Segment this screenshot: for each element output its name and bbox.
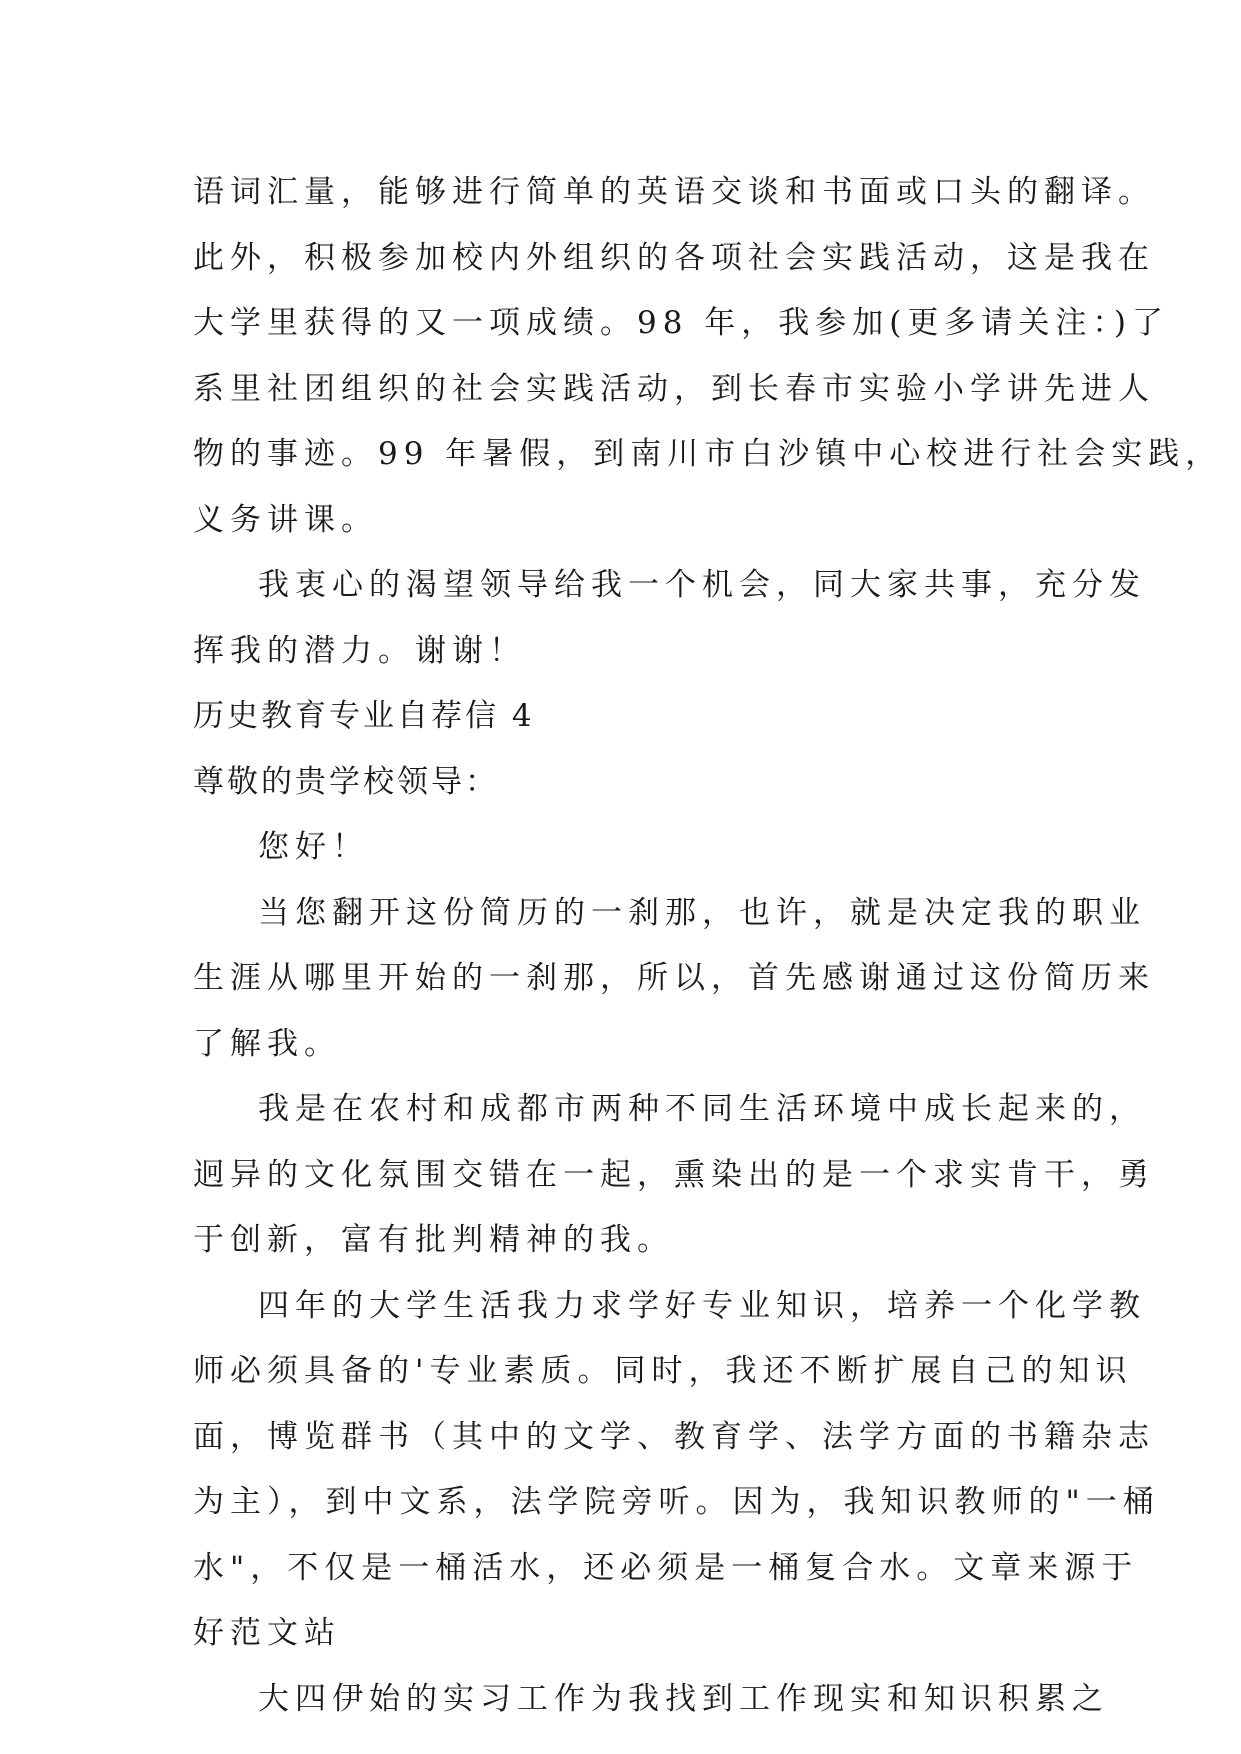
paragraph-line: 系里社团组织的社会实践活动，到长春市实验小学讲先进人 [193, 370, 1155, 407]
paragraph-line: 了解我。 [193, 1025, 341, 1062]
paragraph-line: 当您翻开这份简历的一刹那，也许，就是决定我的职业 [258, 894, 1146, 931]
salutation: 尊敬的贵学校领导： [193, 763, 499, 800]
paragraph-line: 我是在农村和成都市两种不同生活环境中成长起来的， [258, 1091, 1146, 1127]
paragraph-line: 水"，不仅是一桶活水，还必须是一桶复合水。文章来源于 [193, 1549, 1139, 1586]
paragraph-line: 为主），到中文系，法学院旁听。因为，我知识教师的"一桶 [193, 1484, 1160, 1520]
paragraph-line: 此外，积极参加校内外组织的各项社会实践活动，这是我在 [193, 239, 1155, 276]
section-heading: 历史教育专业自荐信 4 [193, 698, 535, 734]
paragraph-line: 面，博览群书（其中的文学、教育学、法学方面的书籍杂志 [193, 1418, 1155, 1455]
paragraph-line: 挥我的潜力。谢谢！ [193, 632, 526, 669]
paragraph-line: 生涯从哪里开始的一刹那，所以，首先感谢通过这份简历来 [193, 960, 1155, 996]
document-body [193, 160, 1223, 1732]
paragraph-line: 我衷心的渴望领导给我一个机会，同大家共事，充分发 [258, 567, 1146, 603]
paragraph-line: 义务讲课。 [193, 501, 378, 538]
greeting: 您好！ [258, 829, 369, 865]
paragraph-line: 语词汇量，能够进行简单的英语交谈和书面或口头的翻译。 [193, 174, 1155, 210]
paragraph-line: 于创新，富有批判精神的我。 [193, 1222, 674, 1258]
paragraph-line: 好范文站 [193, 1615, 341, 1651]
paragraph-line: 物的事迹。99 年暑假，到南川市白沙镇中心校进行社会实践， [193, 436, 1223, 472]
paragraph-line: 迥异的文化氛围交错在一起，熏染出的是一个求实肯干，勇 [193, 1156, 1155, 1193]
paragraph-line: 师必须具备的'专业素质。同时，我还不断扩展自己的知识 [193, 1353, 1133, 1389]
paragraph-line: 大四伊始的实习工作为我找到工作现实和知识积累之 [258, 1680, 1109, 1717]
paragraph-line: 大学里获得的又一项成绩。98 年，我参加(更多请关注：)了 [193, 305, 1169, 341]
paragraph-line: 四年的大学生活我力求学好专业知识，培养一个化学教 [258, 1287, 1146, 1324]
